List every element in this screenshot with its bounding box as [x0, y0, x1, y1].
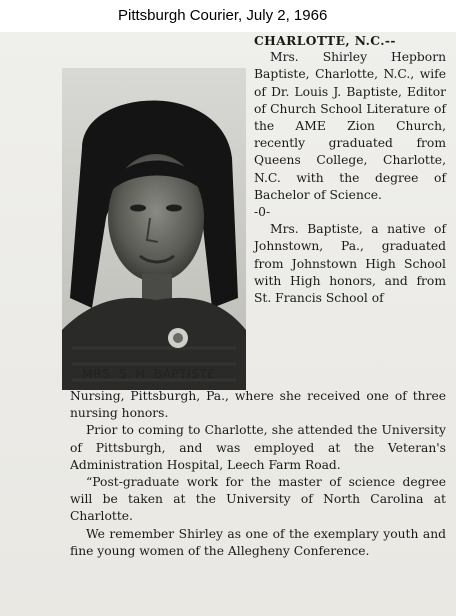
photo-caption: MRS. S. H. BAPTISTE [82, 366, 216, 381]
article-paragraph-3: Prior to coming to Charlotte, she attended the University of Pittsburgh, and was employed at the Veteran's Administration Hospital, Leech Farm Road. [70, 423, 446, 472]
article-paragraph-4: “Post-graduate work for the master of science degree will be taken at the University of North Carolina at Charlotte. [70, 475, 446, 524]
dateline: CHARLOTTE, N.C.-- [254, 33, 396, 48]
bleed-through-text [0, 142, 70, 262]
article-paragraph-5: We remember Shirley as one of the exemplary youth and fine young women of the Allegheny Conference. [70, 526, 446, 558]
article-paragraph-1: Mrs. Shirley Hepborn Baptiste, Charlotte, N.C., wife of Dr. Louis J. Baptiste, Editor of Church School Literature of the AME Zion Church, recently graduated from Queens College, Charlotte, N.C. with the degree of Bachelor of Science. [254, 50, 446, 202]
portrait-photo [62, 68, 246, 390]
source-caption: Pittsburgh Courier, July 2, 1966 [0, 0, 456, 32]
article-paragraph-2-continued: Nursing, Pittsburgh, Pa., where she received one of three nursing honors. [70, 389, 446, 421]
article-right-column [254, 32, 446, 307]
article-paragraph-2: Mrs. Baptiste, a native of Johnstown, Pa., graduated from Johnstown High School with High honors, and from St. Francis School of [254, 222, 446, 306]
brooch-icon [168, 328, 188, 348]
newspaper-clipping [0, 32, 456, 616]
section-separator: -0- [254, 205, 271, 220]
article-full-width [70, 388, 446, 560]
